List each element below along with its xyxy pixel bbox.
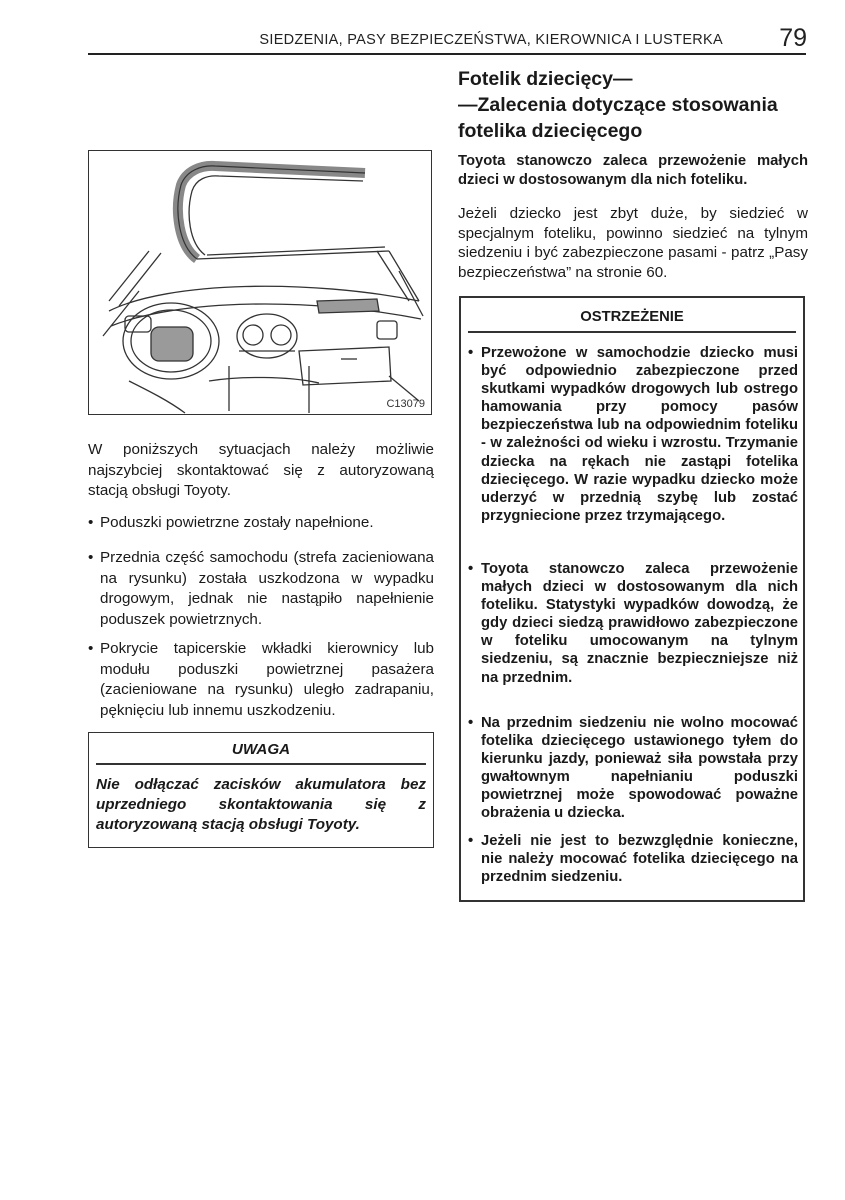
warning-item (468, 714, 798, 823)
car-interior-drawing (89, 151, 433, 416)
list-item-text: Poduszki powietrzne zostały napełnione. (100, 514, 374, 531)
list-item (88, 639, 434, 721)
child-seat-paragraph: Jeżeli dziecko jest zbyt duże, by siedzieć w specjalnym foteliku, powinno siedzieć na tylnym siedzeniu i być zabezpieczone pasami - patrz „Pasy bezpieczeństwa” na stronie 60. (458, 205, 808, 281)
section-title-line: Fotelik dziecięcy— (458, 68, 633, 90)
section-title-line: —Zalecenia dotyczące stosowania (458, 94, 778, 116)
list-item (88, 513, 434, 534)
warning-item-text: Jeżeli nie jest to bezwzględnie konieczne, nie należy mocować fotelika dziecięcego na przednim siedzeniu. (481, 833, 798, 886)
intro-bold-text: Toyota stanowczo zaleca przewożenie małych dzieci w dostosowanym dla nich foteliku. (458, 153, 808, 188)
bullet-marker: • (468, 345, 474, 361)
warning-item-text: Przewożone w samochodzie dziecko musi być odpowiednio zabezpieczone przed skutkami wypadków drogowych lub ostrego hamowania przy pomocy pasów bezpieczeństwa lub na odpowiednim foteliku - w zależności od wieku i wzrostu. Trzymanie dziecka na rękach nie zastąpi fotelika dziecięcego. W razie wypadku dziecko może uderzyć w przednią szybę lub zostać przygniecione przez trzymającego. (481, 345, 798, 524)
page-number: 79 (779, 24, 807, 52)
list-item-text: Przednia część samochodu (strefa zacieniowana na rysunku) została uszkodzona w wypadku drogowym, jednak nie nastąpiło napełnienie poduszek powietrznych. (100, 549, 434, 628)
list-item (88, 548, 434, 630)
airbag-illustration (88, 150, 432, 415)
contact-service-paragraph: W poniższych sytuacjach należy możliwie najszybciej skontaktować się z autoryzowaną stacją obsługi Toyoty. (88, 441, 434, 499)
warning-rule (468, 331, 796, 333)
warning-item (468, 344, 798, 525)
bullet-marker: • (88, 640, 94, 657)
bullet-marker: • (88, 514, 94, 531)
warning-item (468, 560, 798, 687)
bullet-marker: • (88, 549, 94, 566)
running-header: SIEDZENIA, PASY BEZPIECZEŃSTWA, KIEROWNICA I LUSTERKA (259, 32, 723, 48)
header-rule (88, 53, 806, 55)
notice-title: UWAGA (231, 741, 291, 758)
notice-box (88, 732, 434, 848)
section-title-line: fotelika dziecięcego (458, 120, 643, 142)
warning-box (459, 296, 805, 902)
section-title (458, 66, 818, 144)
figure-code: C13079 (386, 398, 425, 410)
bullet-marker: • (468, 715, 474, 731)
warning-item (468, 832, 798, 886)
warning-item-text: Toyota stanowczo zaleca przewożenie małych dzieci w dostosowanym dla nich foteliku. Statystyki wypadków dowodzą, że gdy dzieci siedzą prawidłowo zabezpieczone w foteliku umocowanym na tylnym siedzeniu, są znacznie bezpieczniejsze niż na przednim. (481, 561, 798, 686)
notice-text: Nie odłączać zacisków akumulatora bez uprzedniego skontaktowania się z autoryzowaną stacją obsługi Toyoty. (96, 775, 426, 833)
warning-item-text: Na przednim siedzeniu nie wolno mocować fotelika dziecięcego ustawionego tyłem do kierunku jazdy, ponieważ siła powstała przy gwałtownym napełnianiu poduszki powietrznej może spowodować poważne obrażenia u dziecka. (481, 715, 798, 822)
bullet-marker: • (468, 833, 474, 849)
bullet-marker: • (468, 561, 474, 577)
notice-rule (96, 763, 426, 765)
warning-title: OSTRZEŻENIE (580, 309, 684, 325)
list-item-text: Pokrycie tapicerskie wkładki kierownicy lub modułu poduszki powietrznej pasażera (zacieniowane na rysunku) uległo zadrapaniu, pęknięciu lub innemu uszkodzeniu. (100, 640, 434, 719)
